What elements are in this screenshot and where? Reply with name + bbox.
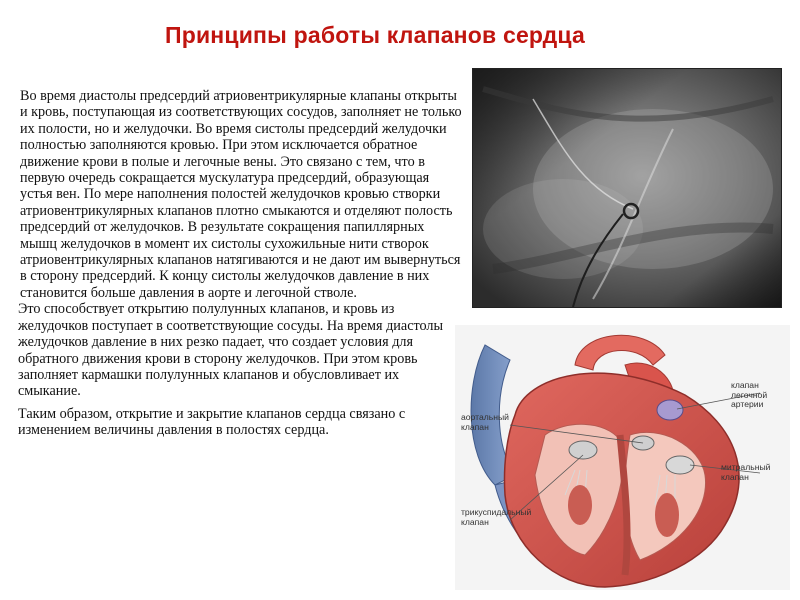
label-tricuspid-valve: трикуспидальный клапан <box>461 507 532 527</box>
paragraph-1: Во время диастолы предсердий атриовентрикулярные клапаны открыты и кровь, поступающая из соответствующих сосудов, заполняет не только их полости, но и желудочки. Во время систолы предсердий желудочки полностью заполняются кровью. При этом исключается обратное движение крови в полые и легочные вены. Это связано с тем, что в первую очередь сокращается мускулатура предсердий, образующая устья вен. По мере наполнения полостей желудочков кровью створки атриовентрикулярных клапанов плотно смыкаются и отделяют полость предсердий от желудочков. В результате сокращения папиллярных мышц желудочков в момент их систолы сухожильные нити створок атриовентрикулярных клапанов натягиваются и не дают им вывернуться в сторону предсердий. К концу систолы желудочков давление в них становится больше давления в аорте и легочной стволе. <box>20 88 462 301</box>
label-pulmonary-valve: клапан легочной артерии <box>731 380 768 410</box>
body-text <box>14 88 462 439</box>
xray-image <box>472 68 782 308</box>
page-title: Принципы работы клапанов сердца <box>164 22 586 48</box>
paragraph-2: Это способствует открытию полулунных клапанов, и кровь из желудочков поступает в соответствующие сосуды. На время диастолы желудочков давление в них резко падает, что создает условия для обратного движения крови в сторону желудочков. При этом кровь заполняет кармашки полулунных клапанов и обусловливает их смыкание. <box>18 301 444 400</box>
label-aortic-valve: аортальный клапан <box>461 412 509 432</box>
label-mitral-valve: митральный клапан <box>721 462 771 482</box>
paragraph-3: Таким образом, открытие и закрытие клапанов сердца связано с изменением величины давления в полостях сердца. <box>18 405 406 439</box>
heart-diagram <box>455 325 790 590</box>
